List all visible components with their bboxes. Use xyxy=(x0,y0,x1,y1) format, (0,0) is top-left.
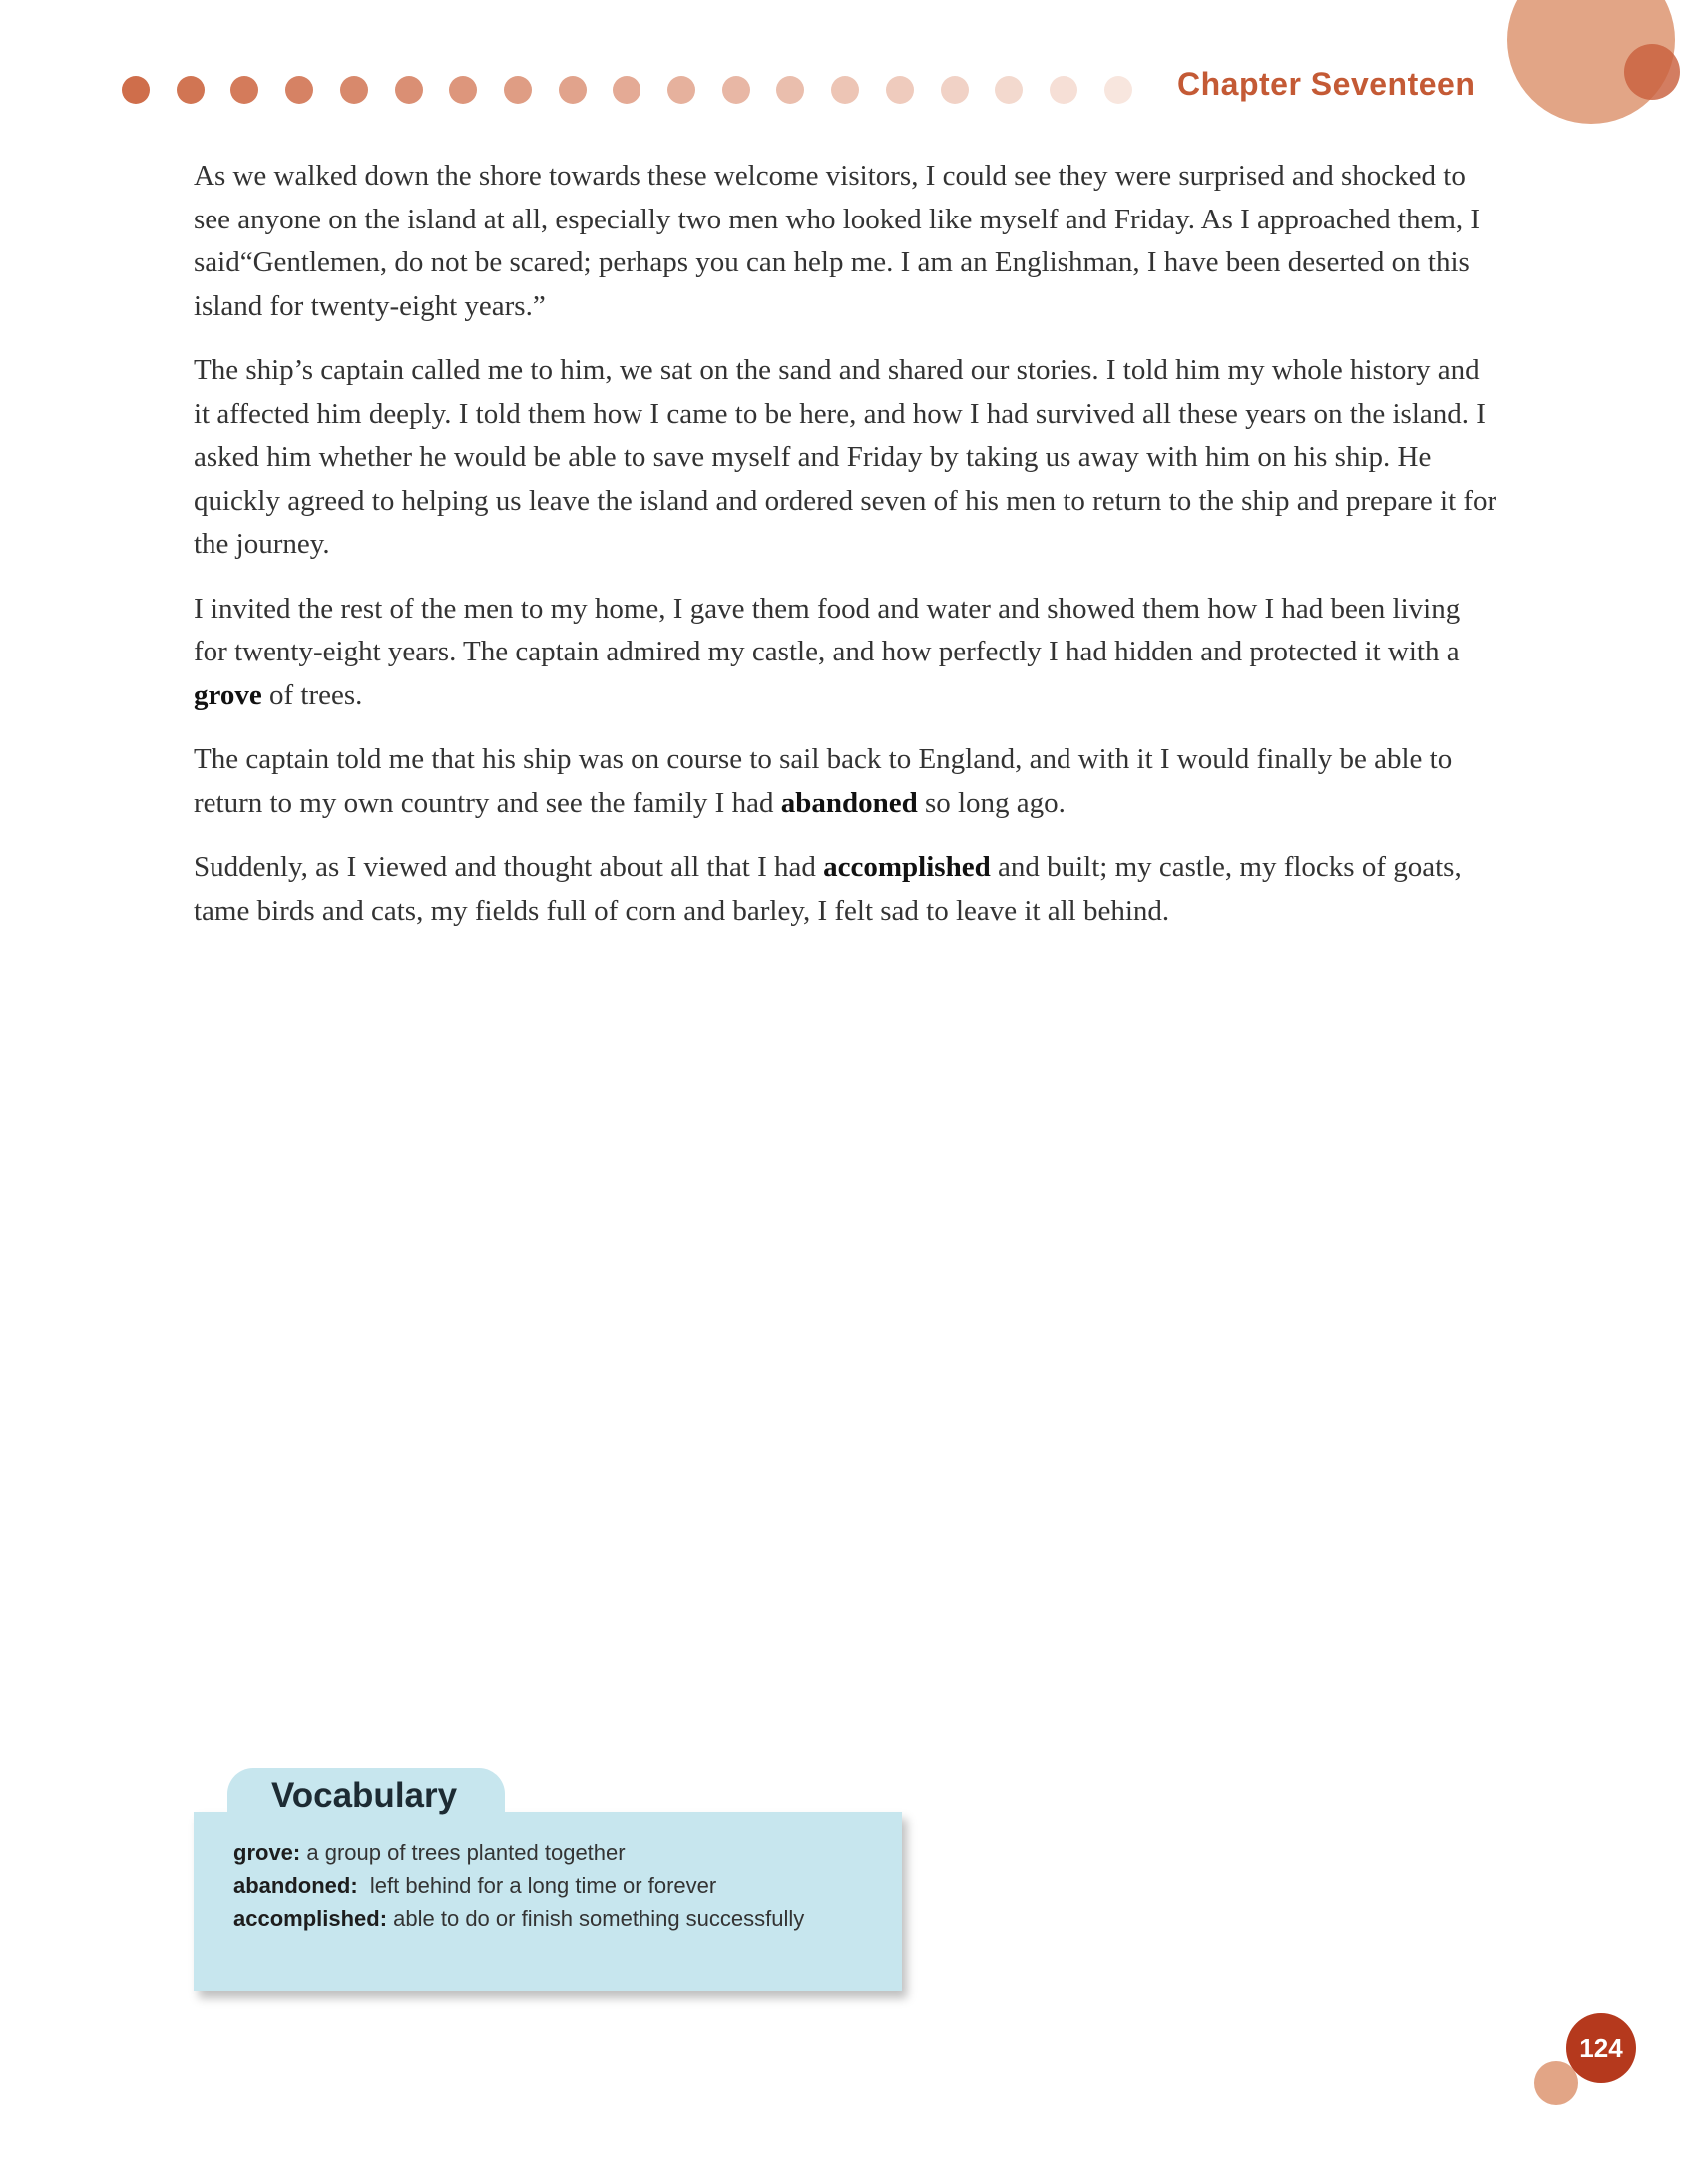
paragraph-text: Suddenly, as I viewed and thought about all that I had xyxy=(194,851,824,883)
paragraph-text: so long ago. xyxy=(917,786,1066,819)
page-number: 124 xyxy=(1566,2013,1636,2083)
vocabulary-definition: a group of trees planted together xyxy=(300,1840,626,1865)
story-paragraph xyxy=(194,846,1500,933)
vocabulary-word: abandoned xyxy=(780,786,918,819)
header-dot xyxy=(340,76,368,104)
header-dot xyxy=(831,76,859,104)
header-dot xyxy=(559,76,587,104)
story-paragraph xyxy=(194,588,1500,718)
story-paragraph xyxy=(194,155,1500,328)
corner-decoration-small-circle xyxy=(1624,44,1680,100)
chapter-title: Chapter Seventeen xyxy=(1177,66,1476,102)
header-dot xyxy=(941,76,969,104)
vocabulary-item xyxy=(233,1869,872,1902)
header-dot xyxy=(504,76,532,104)
vocabulary-title: Vocabulary xyxy=(271,1776,458,1815)
vocabulary-word: accomplished xyxy=(823,851,991,883)
vocabulary-definition: left behind for a long time or forever xyxy=(357,1873,717,1898)
header-dot xyxy=(285,76,313,104)
vocabulary-word: grove xyxy=(194,678,262,711)
vocabulary-item xyxy=(233,1902,872,1935)
header-dot xyxy=(1050,76,1077,104)
vocabulary-item xyxy=(233,1836,872,1869)
header-dot xyxy=(613,76,640,104)
header-dot-row xyxy=(122,76,1139,108)
header-dot xyxy=(995,76,1023,104)
paragraph-text: and built; my castle, my flocks of goats, tame birds and cats, my fields full of corn and barley, I felt sad to leave it all behind. xyxy=(194,851,1462,927)
paragraph-text: I invited the rest of the men to my home, I gave them food and water and showed them how I had been living for twenty-eight years. The captain admired my castle, and how perfectly I had hidden and protected it with a xyxy=(194,592,1461,667)
vocabulary-list xyxy=(233,1836,872,1935)
story-paragraph xyxy=(194,738,1500,825)
header-dot xyxy=(177,76,205,104)
header-dot xyxy=(776,76,804,104)
paragraph-text: As we walked down the shore towards these welcome visitors, I could see they were surprised and shocked to see anyone on the island at all, especially two men who looked like myself and Friday. As I approached them, I said“Gentlemen, do not be scared; perhaps you can help me. I am an Englishman, I have been deserted on this island for twenty-eight years.” xyxy=(194,160,1481,322)
header-dot xyxy=(886,76,914,104)
paragraph-text: The captain told me that his ship was on course to sail back to England, and with it I would finally be able to return to my own country and see the family I had xyxy=(194,743,1453,819)
header-dot xyxy=(1104,76,1132,104)
header-dot xyxy=(122,76,150,104)
header-dot xyxy=(722,76,750,104)
story-paragraph xyxy=(194,349,1500,567)
paragraph-text: of trees. xyxy=(261,678,363,711)
vocabulary-term: grove: xyxy=(233,1840,301,1865)
story-text xyxy=(194,155,1500,954)
paragraph-text: The ship’s captain called me to him, we sat on the sand and shared our stories. I told him my whole history and it affected him deeply. I told them how I came to be here, and how I had survived all these years on the island. I asked him whether he would be able to save myself and Friday by taking us away with him on his ship. He quickly agreed to helping us leave the island and ordered seven of his men to return to the ship and prepare it for the journey. xyxy=(194,354,1497,560)
header-dot xyxy=(230,76,258,104)
vocabulary-term: accomplished: xyxy=(233,1906,388,1931)
header-dot xyxy=(395,76,423,104)
vocabulary-term: abandoned: xyxy=(233,1873,358,1898)
header-dot xyxy=(667,76,695,104)
header-dot xyxy=(449,76,477,104)
vocabulary-definition: able to do or finish something successfully xyxy=(387,1906,805,1931)
